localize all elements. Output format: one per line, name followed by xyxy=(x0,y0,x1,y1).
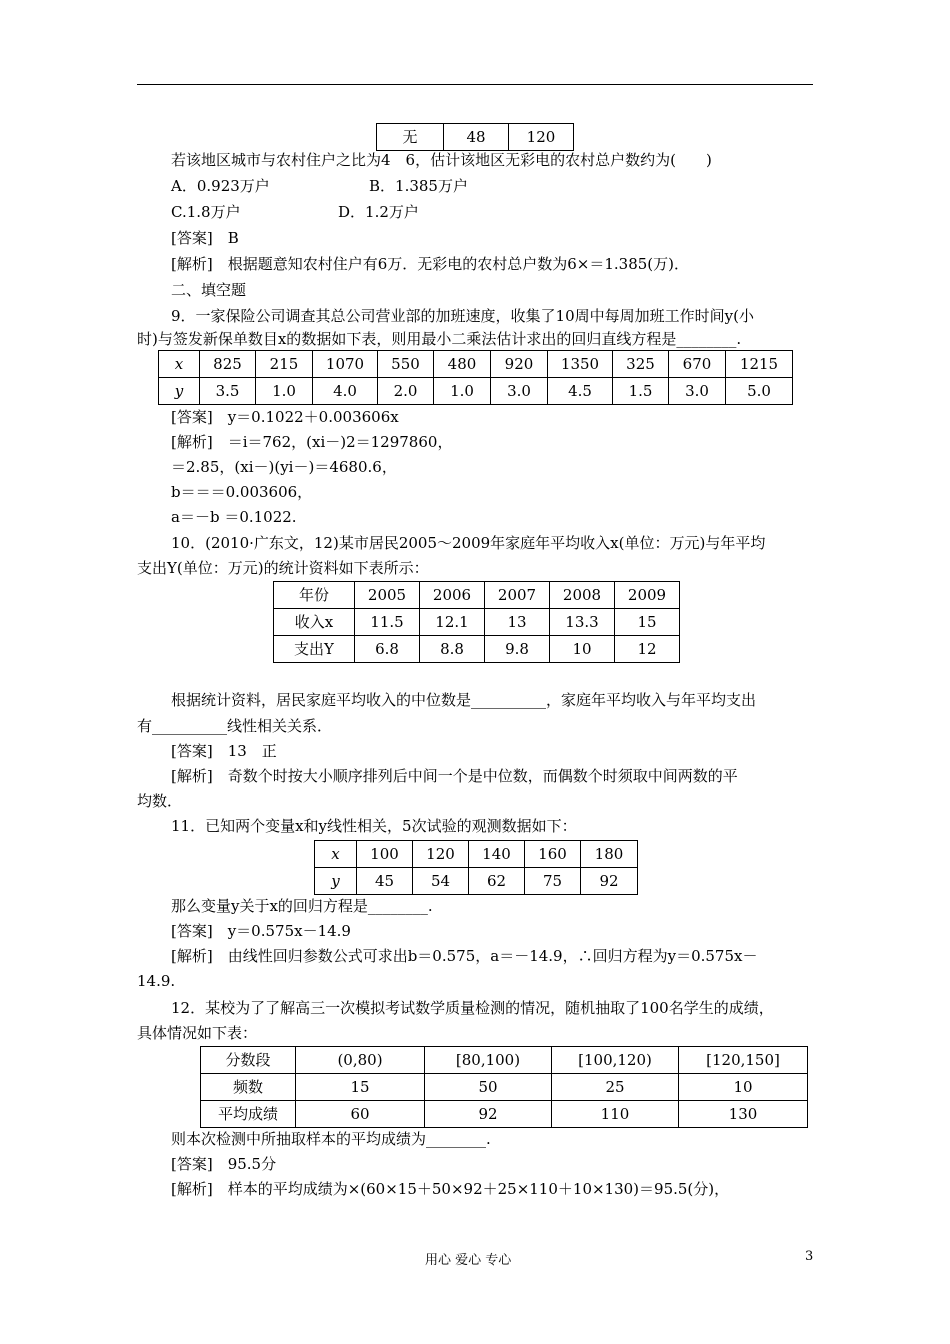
table-cell: 1070 xyxy=(313,351,378,378)
table-cell: 160 xyxy=(525,841,581,868)
table-cell: 收入x xyxy=(274,609,355,636)
footer-slogan: 用心 爱心 专心 xyxy=(425,1253,512,1268)
table-cell: 9.8 xyxy=(485,636,550,663)
table-cell: 1215 xyxy=(726,351,793,378)
table-cell: 4.0 xyxy=(313,378,378,405)
table-cell: 频数 xyxy=(201,1074,296,1101)
table-cell: 3.0 xyxy=(491,378,548,405)
q8-option-d: D．1.2万户 xyxy=(338,203,419,221)
q10-analysis-1: [解析] 奇数个时按大小顺序排列后中间一个是中位数，而偶数个时须取中间两数的平 xyxy=(171,767,738,785)
table-row xyxy=(201,1101,808,1128)
q9-analysis-4: a＝－b ＝0.1022. xyxy=(171,508,297,526)
table-cell: 54 xyxy=(413,868,469,895)
table-cell: 2008 xyxy=(550,582,615,609)
table-cell: 75 xyxy=(525,868,581,895)
table-cell: 15 xyxy=(615,609,680,636)
table-cell: 年份 xyxy=(274,582,355,609)
q12-answer: [答案] 95.5分 xyxy=(171,1155,277,1173)
table-cell: 2007 xyxy=(485,582,550,609)
table-cell: x xyxy=(159,351,200,378)
q12-stem-2: 具体情况如下表： xyxy=(137,1024,258,1042)
table-cell: 11.5 xyxy=(355,609,420,636)
q11-analysis-2: 14.9. xyxy=(137,972,176,990)
table-cell: [80,100) xyxy=(425,1047,552,1074)
table-cell: 4.5 xyxy=(548,378,613,405)
table-cell: 8.8 xyxy=(420,636,485,663)
top-table-cell: 120 xyxy=(509,124,574,151)
q8-answer: [答案] B xyxy=(171,229,239,247)
table-cell: 92 xyxy=(581,868,638,895)
q9-analysis-2: ＝2.85，(xi－)(yi－)＝4680.6， xyxy=(171,458,397,476)
table-cell: 825 xyxy=(200,351,256,378)
q10-table xyxy=(273,581,680,663)
table-cell: 15 xyxy=(296,1074,425,1101)
table-row xyxy=(315,868,638,895)
table-cell: 670 xyxy=(669,351,726,378)
table-cell: 10 xyxy=(550,636,615,663)
table-cell: 1.0 xyxy=(256,378,313,405)
q11-question: 那么变量y关于x的回归方程是________. xyxy=(171,897,433,915)
table-cell: 1.5 xyxy=(613,378,669,405)
header-rule xyxy=(137,84,813,85)
table-cell: (0,80) xyxy=(296,1047,425,1074)
table-row xyxy=(315,841,638,868)
q9-analysis-3: b＝＝＝0.003606， xyxy=(171,483,313,501)
table-row xyxy=(201,1074,808,1101)
table-cell: 2009 xyxy=(615,582,680,609)
table-cell: y xyxy=(159,378,200,405)
q10-stem-1: 10．(2010·广东文，12)某市居民2005～2009年家庭年平均收入x(单位：万元)与年平均 xyxy=(171,534,766,552)
table-cell: 13 xyxy=(485,609,550,636)
q8-analysis: [解析] 根据题意知农村住户有6万．无彩电的农村总户数为6×＝1.385(万)． xyxy=(171,255,690,273)
table-cell: 140 xyxy=(469,841,525,868)
q10-question-1: 根据统计资料，居民家庭平均收入的中位数是__________，家庭年平均收入与年平均支出 xyxy=(171,691,757,709)
top-table xyxy=(376,123,574,151)
table-cell: 120 xyxy=(413,841,469,868)
table-cell: 12 xyxy=(615,636,680,663)
table-cell: 平均成绩 xyxy=(201,1101,296,1128)
q8-stem: 若该地区城市与农村住户之比为4 6，估计该地区无彩电的农村总户数约为( ) xyxy=(171,151,712,169)
table-row xyxy=(274,636,680,663)
q11-table xyxy=(314,840,638,895)
q8-option-c: C.1.8万户 xyxy=(171,203,241,221)
q8-option-b: B．1.385万户 xyxy=(369,177,468,195)
table-cell: 50 xyxy=(425,1074,552,1101)
q12-question: 则本次检测中所抽取样本的平均成绩为________. xyxy=(171,1130,491,1148)
table-row xyxy=(274,609,680,636)
table-cell: 12.1 xyxy=(420,609,485,636)
top-table-cell: 48 xyxy=(444,124,509,151)
table-cell: 10 xyxy=(679,1074,808,1101)
table-row xyxy=(159,351,793,378)
table-cell: 110 xyxy=(552,1101,679,1128)
table-cell: 6.8 xyxy=(355,636,420,663)
table-row xyxy=(159,378,793,405)
q9-analysis-1: [解析] ＝i＝762，(xi－)2＝1297860， xyxy=(171,433,453,451)
q11-analysis-1: [解析] 由线性回归参数公式可求出b＝0.575，a＝－14.9，∴回归方程为y＝0.575x－ xyxy=(171,947,758,965)
table-cell: 480 xyxy=(434,351,491,378)
q10-answer: [答案] 13 正 xyxy=(171,742,277,760)
table-cell: 1350 xyxy=(548,351,613,378)
q11-stem: 11．已知两个变量x和y线性相关，5次试验的观测数据如下： xyxy=(171,817,577,835)
table-cell: [120,150] xyxy=(679,1047,808,1074)
table-cell: 13.3 xyxy=(550,609,615,636)
table-row xyxy=(274,582,680,609)
table-cell: 分数段 xyxy=(201,1047,296,1074)
section-title: 二、填空题 xyxy=(171,281,247,299)
table-cell: 支出Y xyxy=(274,636,355,663)
table-cell: 25 xyxy=(552,1074,679,1101)
table-cell: x xyxy=(315,841,357,868)
table-row xyxy=(201,1047,808,1074)
table-cell: 100 xyxy=(357,841,413,868)
table-cell: 2005 xyxy=(355,582,420,609)
q9-stem-1: 9．一家保险公司调查其总公司营业部的加班速度，收集了10周中每周加班工作时间y(小 xyxy=(171,307,754,325)
table-cell: 5.0 xyxy=(726,378,793,405)
table-cell: 60 xyxy=(296,1101,425,1128)
q9-table xyxy=(158,350,793,405)
table-cell: 3.5 xyxy=(200,378,256,405)
top-table-cell: 无 xyxy=(377,124,444,151)
q11-answer: [答案] y＝0.575x－14.9 xyxy=(171,922,351,940)
table-cell: 1.0 xyxy=(434,378,491,405)
q10-question-2: 有__________线性相关关系． xyxy=(137,717,333,735)
table-cell: 325 xyxy=(613,351,669,378)
q10-analysis-2: 均数． xyxy=(137,792,183,810)
table-cell: 92 xyxy=(425,1101,552,1128)
table-cell: 130 xyxy=(679,1101,808,1128)
table-cell: 550 xyxy=(378,351,434,378)
q9-answer: [答案] y＝0.1022＋0.003606x xyxy=(171,408,399,426)
q12-analysis: [解析] 样本的平均成绩为×(60×15＋50×92＋25×110＋10×130)＝95.5(分)， xyxy=(171,1180,730,1198)
table-cell: 180 xyxy=(581,841,638,868)
table-cell: 2.0 xyxy=(378,378,434,405)
table-cell: 62 xyxy=(469,868,525,895)
table-cell: 2006 xyxy=(420,582,485,609)
table-cell: 215 xyxy=(256,351,313,378)
q12-stem-1: 12．某校为了了解高三一次模拟考试数学质量检测的情况，随机抽取了100名学生的成绩， xyxy=(171,999,774,1017)
table-cell: 3.0 xyxy=(669,378,726,405)
q8-option-a: A．0.923万户 xyxy=(171,177,270,195)
table-cell: y xyxy=(315,868,357,895)
table-cell: [100,120) xyxy=(552,1047,679,1074)
table-cell: 45 xyxy=(357,868,413,895)
q10-stem-2: 支出Y(单位：万元)的统计资料如下表所示： xyxy=(137,559,429,577)
q12-table xyxy=(200,1046,808,1128)
page-number: 3 xyxy=(805,1249,814,1264)
table-cell: 920 xyxy=(491,351,548,378)
q9-stem-2: 时)与签发新保单数目x的数据如下表，则用最小二乘法估计求出的回归直线方程是________. xyxy=(137,330,742,348)
